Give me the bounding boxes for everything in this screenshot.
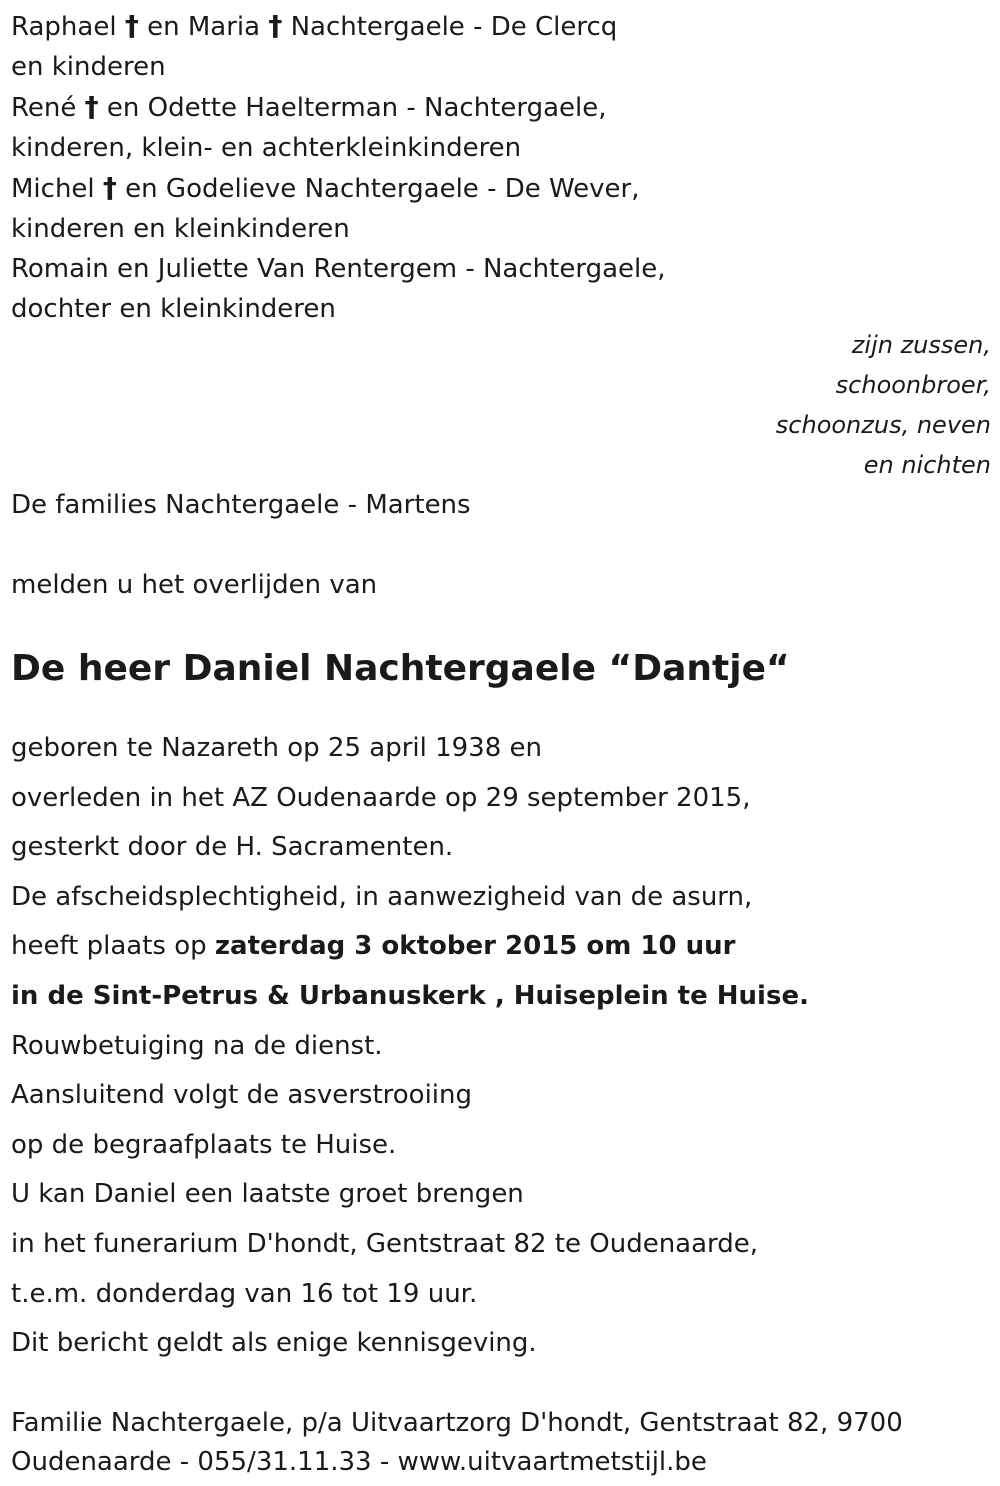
relation-line: zijn zussen,: [851, 331, 991, 359]
footer-line-1: Familie Nachtergaele, p/a Uitvaartzorg D'hondt, Gentstraat 82, 9700: [11, 1407, 903, 1438]
family-line-3: René † en Odette Haelterman - Nachtergaele,: [11, 90, 607, 123]
cross-icon: †: [124, 9, 139, 42]
cross-icon: †: [102, 171, 117, 204]
details-block: [11, 724, 991, 1369]
families-line: De families Nachtergaele - Martens: [11, 490, 471, 520]
detail-when: heeft plaats op zaterdag 3 oktober 2015 om 10 uur: [11, 931, 736, 962]
relation-block: [11, 325, 991, 485]
detail-visit-2: in het funerarium D'hondt, Gentstraat 82 te Oudenaarde,: [11, 1228, 759, 1259]
family-line-5: Michel † en Godelieve Nachtergaele - De Wever,: [11, 171, 640, 204]
detail-scatter-2: op de begraafplaats te Huise.: [11, 1129, 397, 1160]
detail-born: geboren te Nazareth op 25 april 1938 en: [11, 733, 543, 763]
deceased-title: De heer Daniel Nachtergaele “Dantje“: [11, 648, 790, 689]
detail-died: overleden in het AZ Oudenaarde op 29 september 2015,: [11, 782, 751, 813]
family-line-6: kinderen en kleinkinderen: [11, 214, 350, 244]
obituary-notice: [11, 6, 991, 1482]
announce-line: melden u het overlijden van: [11, 570, 378, 600]
detail-where: in de Sint-Petrus & Urbanuskerk , Huiseplein te Huise.: [11, 980, 809, 1011]
detail-visit-3: t.e.m. donderdag van 16 tot 19 uur.: [11, 1278, 478, 1309]
cross-icon: †: [84, 90, 99, 123]
relation-line: en nichten: [863, 451, 991, 479]
detail-notice: Dit bericht geldt als enige kennisgeving.: [11, 1328, 537, 1359]
relation-line: schoonbroer,: [835, 371, 991, 399]
detail-farewell: De afscheidsplechtigheid, in aanwezigheid van de asurn,: [11, 881, 753, 912]
cross-icon: †: [268, 9, 283, 42]
detail-sacraments: gesterkt door de H. Sacramenten.: [11, 832, 454, 863]
family-line-2: en kinderen: [11, 52, 166, 82]
family-line-8: dochter en kleinkinderen: [11, 294, 336, 324]
detail-condolences: Rouwbetuiging na de dienst.: [11, 1030, 383, 1061]
family-line-4: kinderen, klein- en achterkleinkinderen: [11, 133, 522, 163]
relation-line: schoonzus, neven: [775, 411, 991, 439]
footer-line-2: Oudenaarde - 055/31.11.33 - www.uitvaartmetstijl.be: [11, 1446, 707, 1477]
contact-footer: [11, 1404, 991, 1482]
family-line-7: Romain en Juliette Van Rentergem - Nachtergaele,: [11, 254, 666, 284]
family-line-1: Raphael † en Maria † Nachtergaele - De Clercq: [11, 9, 618, 42]
detail-scatter-1: Aansluitend volgt de asverstrooiing: [11, 1080, 473, 1111]
detail-visit-1: U kan Daniel een laatste groet brengen: [11, 1179, 524, 1210]
